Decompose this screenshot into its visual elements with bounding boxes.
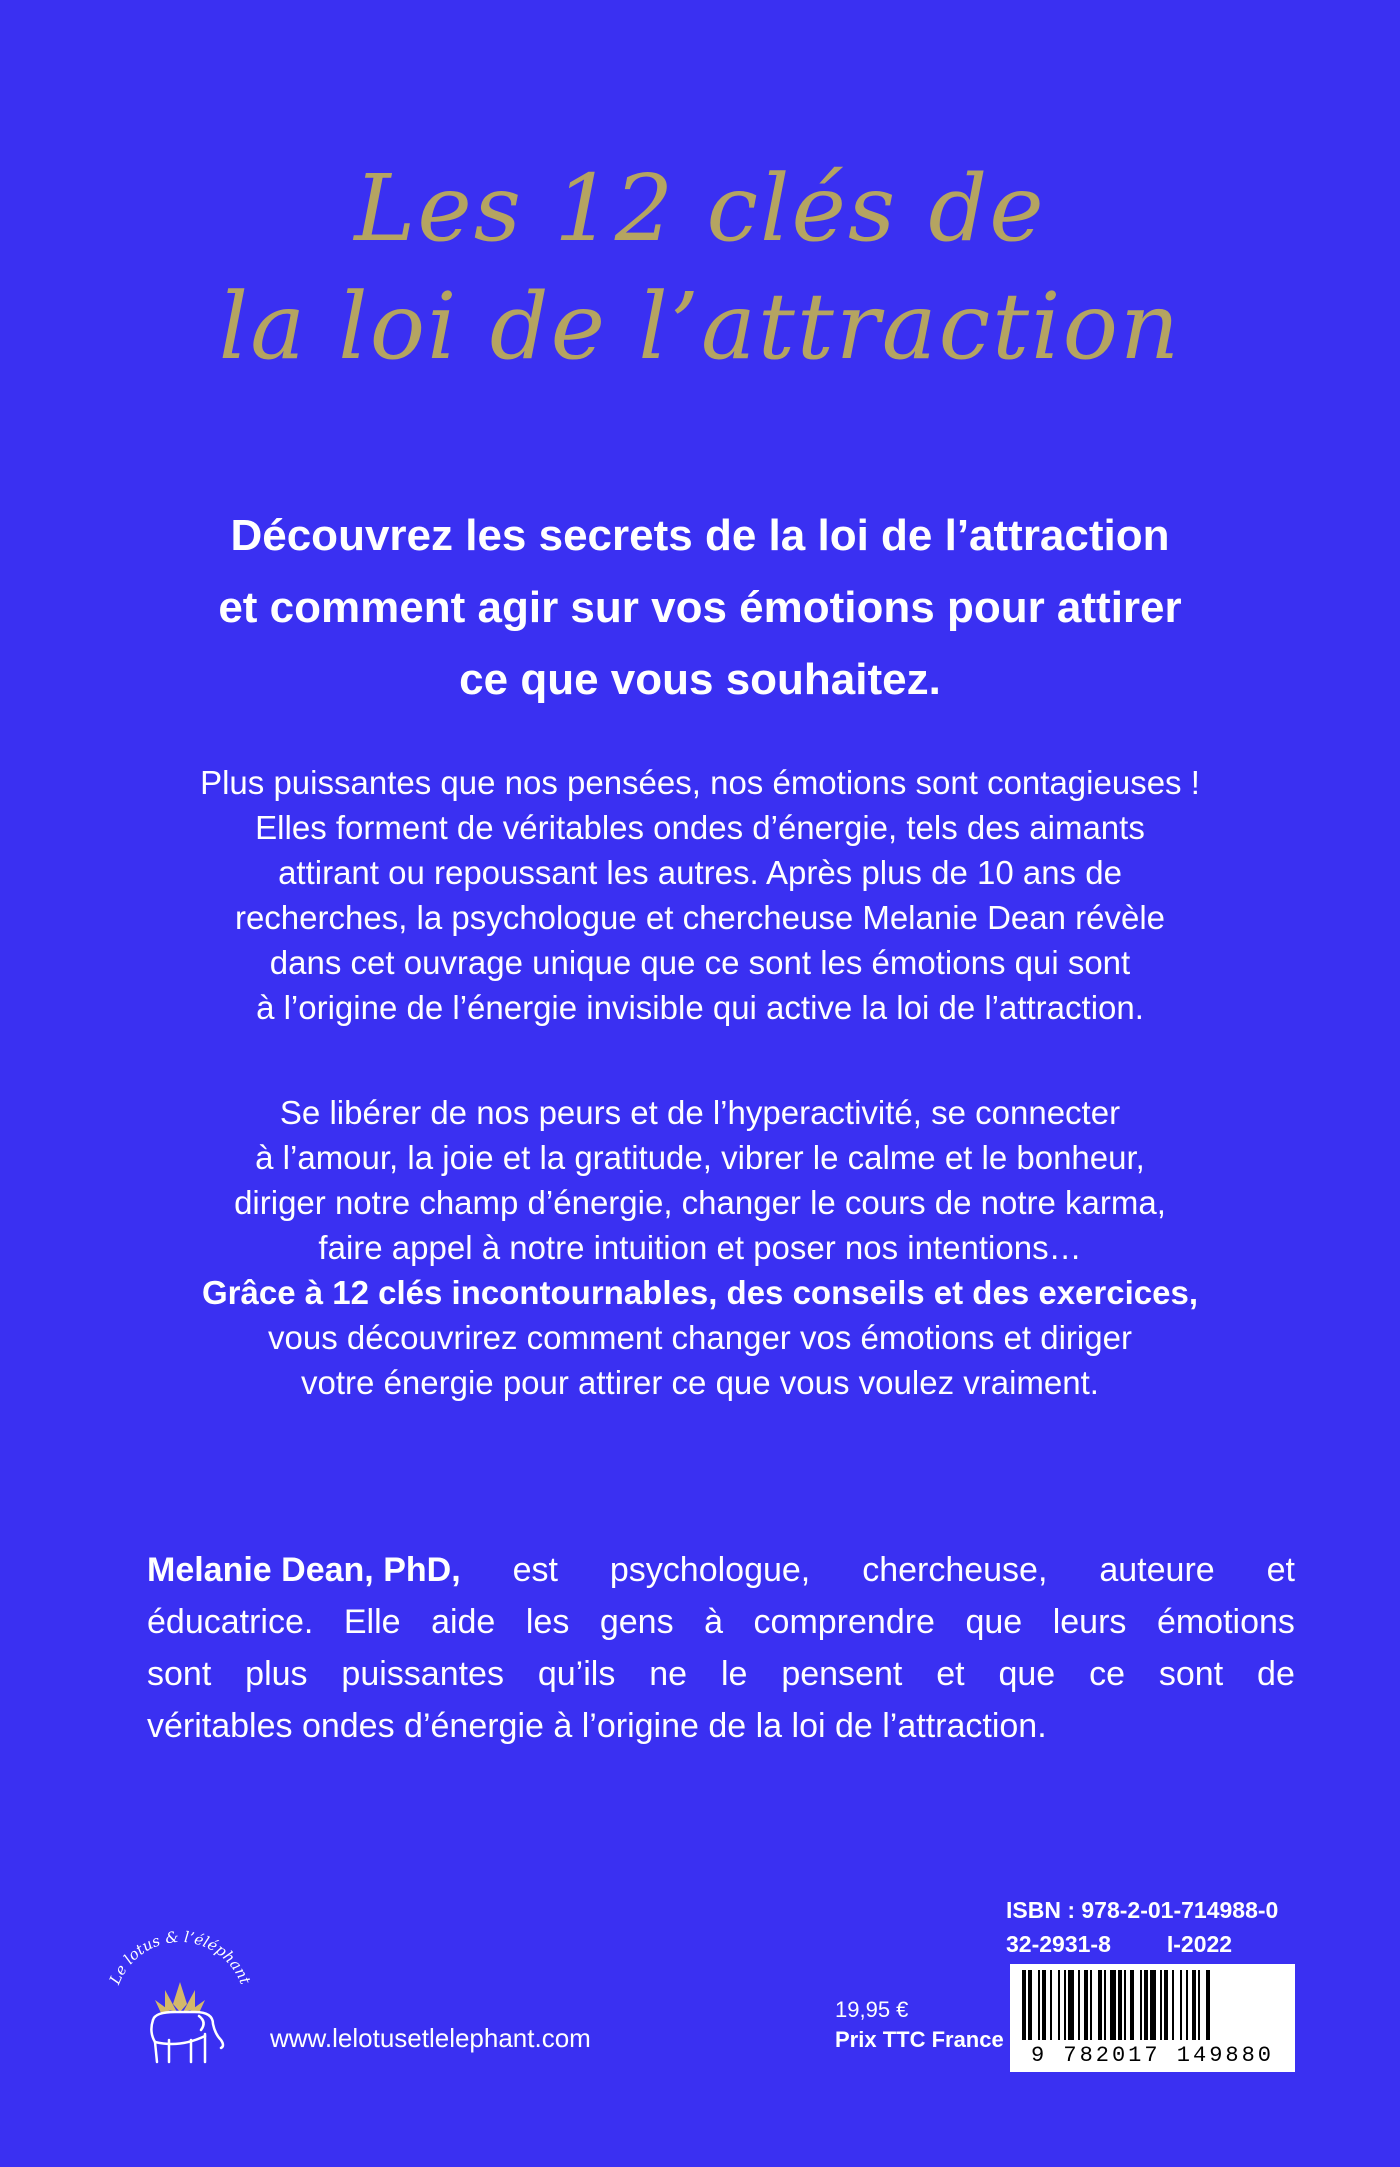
barcode-bar (1130, 1970, 1134, 2040)
bio-word: sont (147, 1655, 212, 1693)
barcode-bar (1140, 1970, 1142, 2040)
paragraph-line: attirant ou repoussant les autres. Après plus de 10 ans de (278, 854, 1122, 891)
bio-word: puissantes (341, 1655, 504, 1693)
publisher-url[interactable]: www.lelotusetlelephant.com (270, 2023, 591, 2053)
lead-line-1: Découvrez les secrets de la loi de l’attraction (230, 511, 1170, 560)
bio-word: émotions (1156, 1603, 1295, 1641)
author-name: Melanie Dean, PhD, (147, 1551, 461, 1589)
bio-word: comprendre (753, 1603, 935, 1641)
barcode-bar (1160, 1970, 1162, 2040)
barcode-bar (1118, 1970, 1122, 2040)
bio-word: ne (649, 1655, 688, 1693)
barcode-bar (1198, 1970, 1200, 2040)
barcode-bar (1206, 1970, 1210, 2040)
bio-line-1 (147, 1544, 1295, 1596)
bio-word: psychologue, (609, 1551, 811, 1589)
paragraph-line: recherches, la psychologue et chercheuse Melanie Dean révèle (234, 899, 1166, 936)
publisher-logo-text: Le lotus & l’éléphant (105, 1927, 255, 1987)
author-bio (147, 1544, 1295, 1752)
barcode-bar (1038, 1970, 1040, 2040)
paragraph-line: Plus puissantes que nos pensées, nos émotions sont contagieuses ! (200, 764, 1200, 801)
barcode-bar (1084, 1970, 1088, 2040)
bio-word: est (512, 1551, 558, 1589)
paragraph-line: faire appel à notre intuition et poser nos intentions… (318, 1229, 1082, 1266)
barcode-bar (1068, 1970, 1074, 2040)
bio-word: aide (431, 1603, 496, 1641)
barcode-bar (1098, 1970, 1102, 2040)
bio-word: éducatrice. (147, 1603, 314, 1641)
bio-line-3 (147, 1648, 1295, 1700)
bio-word: ce (1089, 1655, 1125, 1693)
barcode-digits: 9 782017 149880 (1030, 2043, 1275, 2068)
isbn-edition: I-2022 (1166, 1931, 1233, 1957)
paragraph-line: votre énergie pour attirer ce que vous voulez vraiment. (301, 1364, 1099, 1401)
title-line-1: Les 12 clés de (354, 155, 1046, 262)
lead-line-2: et comment agir sur vos émotions pour attirer (218, 583, 1182, 632)
isbn-label: ISBN : 978-2-01-714988-0 (1006, 1897, 1279, 1923)
description-paragraph-2 (80, 1090, 1320, 1405)
bio-word: pensent (781, 1655, 903, 1693)
barcode-bar (1042, 1970, 1046, 2040)
bio-word: chercheuse, (862, 1551, 1048, 1589)
barcode-bar (1078, 1970, 1080, 2040)
bio-word: que (965, 1603, 1023, 1641)
barcode-bars (1010, 1964, 1295, 2044)
barcode-bar (1186, 1970, 1188, 2040)
bio-word: et (1266, 1551, 1295, 1589)
bio-word: Elle (343, 1603, 401, 1641)
barcode (1010, 1964, 1295, 2072)
paragraph-line: vous découvrirez comment changer vos émotions et diriger (268, 1319, 1132, 1356)
bio-line-2 (147, 1596, 1295, 1648)
price-amount: 19,95 € (835, 1997, 909, 2022)
barcode-bar (1064, 1970, 1066, 2040)
barcode-bar (1144, 1970, 1148, 2040)
paragraph-line: dans cet ouvrage unique que ce sont les émotions qui sont (269, 944, 1131, 981)
barcode-bar (1050, 1970, 1052, 2040)
isbn-reference (1006, 1927, 1278, 1961)
bio-line-4: véritables ondes d’énergie à l’origine de la loi de l’attraction. (147, 1707, 1047, 1745)
bio-word: sont (1158, 1655, 1224, 1693)
bio-word: auteure (1099, 1551, 1215, 1589)
barcode-bar (1058, 1970, 1060, 2040)
paragraph-highlight-line: Grâce à 12 clés incontournables, des conseils et des exercices, (201, 1274, 1198, 1311)
barcode-bar (1124, 1970, 1126, 2040)
description-paragraph-1 (80, 760, 1320, 1030)
barcode-bar (1104, 1970, 1106, 2040)
bio-word: à (704, 1603, 724, 1641)
lead-text (100, 500, 1300, 716)
book-title (0, 150, 1400, 386)
bio-word: le (720, 1655, 748, 1693)
bio-word: les (525, 1603, 570, 1641)
paragraph-line: Se libérer de nos peurs et de l’hyperactivité, se connecter (279, 1094, 1121, 1131)
barcode-bar (1022, 1970, 1026, 2040)
bio-word: qu’ils (537, 1655, 616, 1693)
barcode-bar (1090, 1970, 1092, 2040)
bio-word: leurs (1052, 1603, 1127, 1641)
publisher-logo (95, 1912, 265, 2082)
barcode-bar (1150, 1970, 1156, 2040)
elephant-icon (151, 2012, 223, 2062)
bio-word: et (936, 1655, 965, 1693)
barcode-bar (1110, 1970, 1116, 2040)
isbn-code: 32-2931-8 (1006, 1931, 1111, 1957)
paragraph-line: Elles forment de véritables ondes d’énergie, tels des aimants (255, 809, 1145, 846)
paragraph-line: à l’amour, la joie et la gratitude, vibrer le calme et le bonheur, (255, 1139, 1145, 1176)
barcode-bar (1164, 1970, 1168, 2040)
isbn-block (1006, 1893, 1278, 1961)
bio-word: que (998, 1655, 1056, 1693)
bio-word: de (1257, 1655, 1295, 1693)
lotus-icon (155, 1982, 205, 2013)
bio-word: gens (599, 1603, 674, 1641)
barcode-bar (1192, 1970, 1196, 2040)
bio-word: plus (245, 1655, 308, 1693)
price-block (835, 1995, 1004, 2055)
lead-line-3: ce que vous souhaitez. (459, 655, 941, 704)
barcode-bar (1180, 1970, 1182, 2040)
barcode-bar (1028, 1970, 1032, 2040)
paragraph-line: à l’origine de l’énergie invisible qui active la loi de l’attraction. (256, 989, 1144, 1026)
price-note: Prix TTC France (835, 2027, 1004, 2052)
paragraph-line: diriger notre champ d’énergie, changer le cours de notre karma, (234, 1184, 1166, 1221)
title-line-2: la loi de l’attraction (218, 273, 1182, 380)
barcode-bar (1172, 1970, 1174, 2040)
